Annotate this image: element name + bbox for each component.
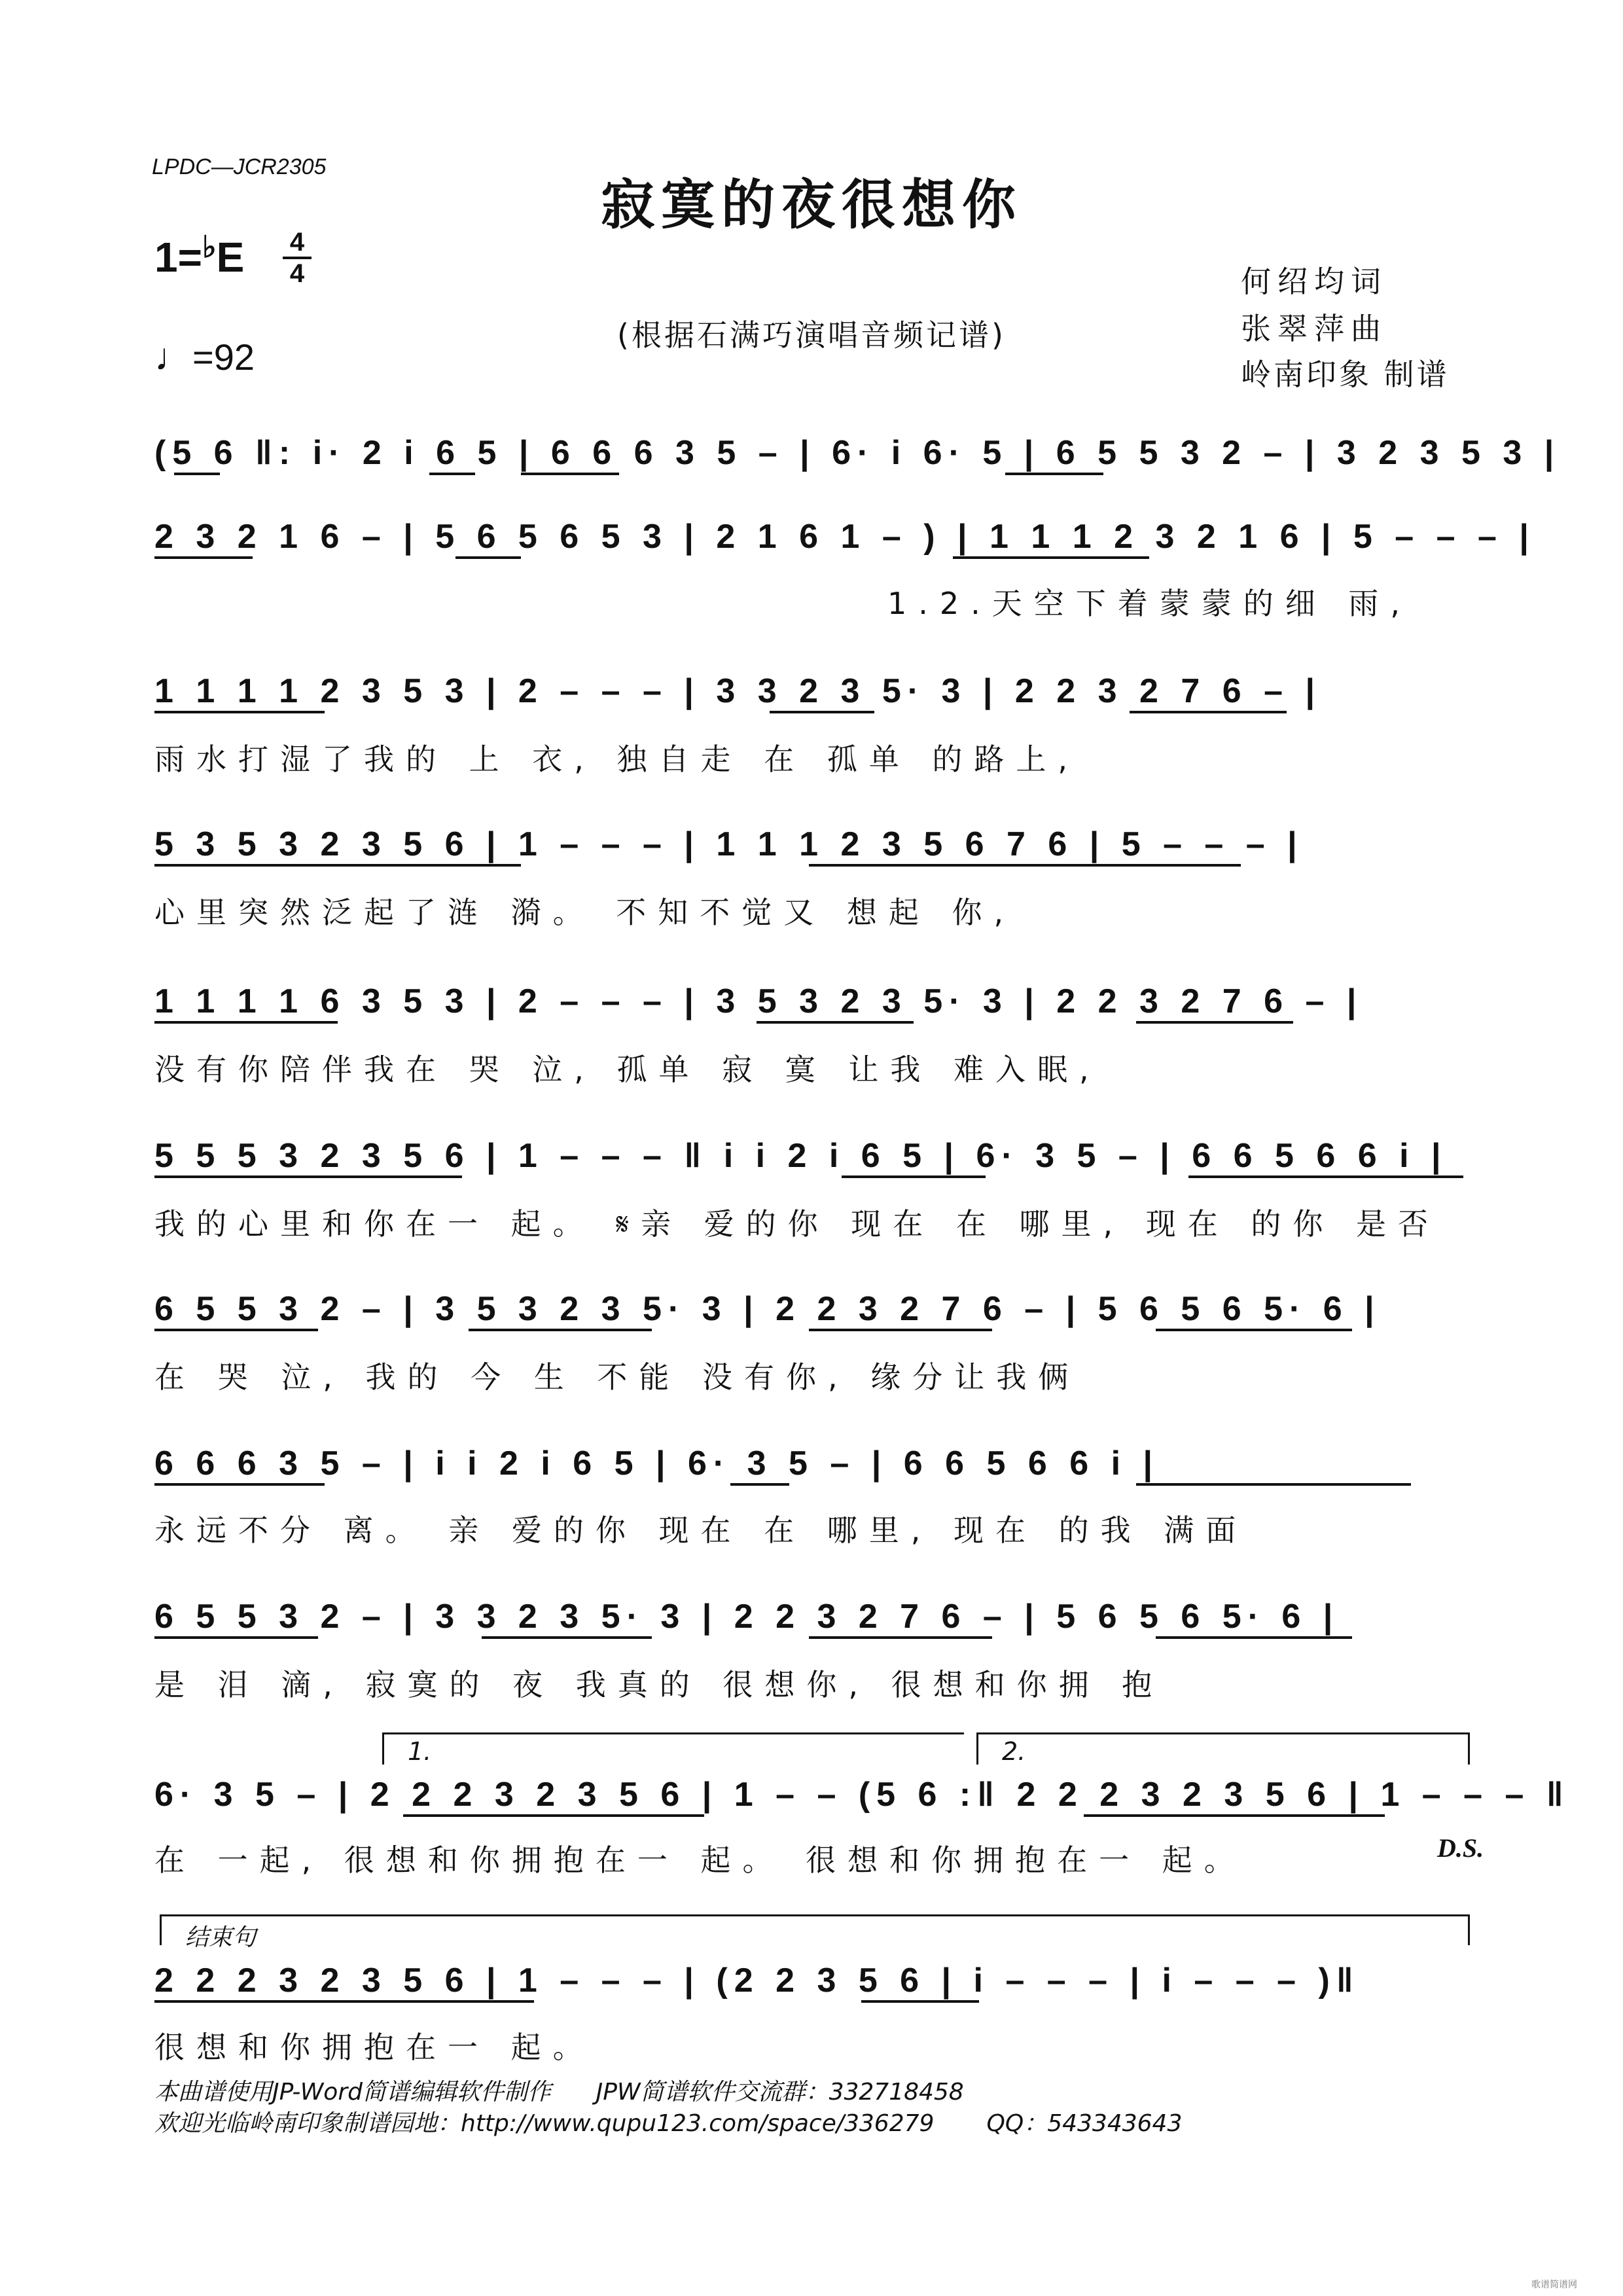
quarter-note-icon: ♩ (154, 336, 192, 378)
notation-line: 6 5 5 3 2 – | 3 5 3 2 3 5· 3 | 2 2 3 2 7 6 – | 5 6 5 6 5· 6 | (154, 1290, 1381, 1328)
lyric-line: 心里突然泛起了涟 漪。 不知不觉又 想起 你, (154, 895, 1016, 930)
staff-system (154, 511, 1535, 563)
notation-line: 1 1 1 1 6 3 5 3 | 2 – – – | 3 5 3 2 3 5· 3 | 2 2 3 2 7 6 – | (154, 982, 1363, 1020)
notation-line: 6 5 5 3 2 – | 3 3 2 3 5· 3 | 2 2 3 2 7 6 – | 5 6 5 6 5· 6 | (154, 1598, 1340, 1636)
meter-top: 4 (289, 228, 305, 257)
footer-website-note: 欢迎光临岭南印象制谱园地：http://www.qupu123.com/space/336279 QQ：543343643 (154, 2110, 1183, 2137)
song-title: 寂寞的夜很想你 (600, 173, 1022, 236)
lyric-line: 我的心里和你在一 起。 𝄋亲 爱的你 现在 在 哪里, 现在 的你 是否 (154, 1206, 1440, 1242)
staff-system (154, 1768, 1570, 1821)
arranger: 岭南印象 制谱 (1241, 357, 1450, 392)
lyric-line: 在 一起, 很想和你拥抱在一 起。 很想和你拥抱在一 起。 (154, 1842, 1246, 1878)
time-signature (283, 229, 312, 287)
staff-system (154, 665, 1470, 717)
dal-segno-mark: D.S. (1437, 1833, 1484, 1863)
watermark: 歌谱简谱网 (1531, 2280, 1577, 2290)
catalog-number: LPDC—JCR2305 (152, 154, 327, 179)
lyricist: 何绍均词 (1241, 264, 1387, 299)
key-signature (154, 230, 245, 281)
second-ending-label: 2. (1002, 1737, 1026, 1766)
notation-line: 1 1 1 1 2 3 5 3 | 2 – – – | 3 3 2 3 5· 3 | 2 2 3 2 7 6 – | (154, 672, 1322, 710)
notation-line: 6· 3 5 – | 2 2 2 3 2 3 5 6 | 1 – – (5 6 :‖ 2 2 2 3 2 3 5 6 | 1 – – – ‖ (154, 1776, 1570, 1814)
flat-icon: ♭ (202, 230, 217, 264)
tempo-value: =92 (192, 336, 255, 378)
key-prefix: 1= (154, 234, 202, 281)
notation-line: 2 2 2 3 2 3 5 6 | 1 – – – | (2 2 3 5 6 | i – – – | i – – – )‖ (154, 1962, 1360, 2000)
first-ending-bracket (382, 1732, 964, 1765)
staff-system (154, 1590, 1470, 1643)
composer: 张翠萍曲 (1241, 311, 1387, 346)
staff-system (154, 818, 1470, 870)
notation-line: 2 3 2 1 6 – | 5 6 5 6 5 3 | 2 1 6 1 – ) | 1 1 1 2 3 2 1 6 | 5 – – – | (154, 518, 1535, 556)
ending-phrase-label: 结束句 (185, 1924, 257, 1951)
staff-system (154, 1954, 1470, 2007)
staff-system (154, 1283, 1470, 1335)
meter-bottom: 4 (289, 259, 305, 288)
lyric-line: 很想和你拥抱在一 起。 (154, 2030, 595, 2065)
notation-line: (5 6 ‖: i· 2 i 6 5 | 6 6 6 3 5 – | 6· i 6· 5 | 6 5 5 3 2 – | 3 2 3 5 3 | (154, 434, 1561, 472)
footer-software-note: 本曲谱使用JP-Word简谱编辑软件制作 JPW简谱软件交流群：332718458 (154, 2079, 964, 2106)
notation-line: 5 5 5 3 2 3 5 6 | 1 – – – ‖ i i 2 i 6 5 | 6· 3 5 – | 6 6 5 6 6 i | (154, 1137, 1448, 1175)
subtitle: (根据石满巧演唱音频记谱) (617, 317, 1006, 353)
staff-system (154, 427, 1561, 479)
notation-line: 6 6 6 3 5 – | i i 2 i 6 5 | 6· 3 5 – | 6 6 5 6 6 i | (154, 1444, 1160, 1482)
key-letter: E (216, 234, 245, 281)
notation-line: 5 3 5 3 2 3 5 6 | 1 – – – | 1 1 1 2 3 5 6 7 6 | 5 – – – | (154, 825, 1304, 863)
staff-system (154, 1437, 1470, 1490)
second-ending-bracket (976, 1732, 1470, 1765)
lyric-line: 雨水打湿了我的 上 衣, 独自走 在 孤单 的路上, (154, 742, 1079, 777)
first-ending-label: 1. (408, 1737, 432, 1766)
staff-system (154, 975, 1470, 1028)
lyric-line: 是 泪 滴, 寂寞的 夜 我真的 很想你, 很想和你拥 抱 (154, 1667, 1164, 1702)
lyric-line: 在 哭 泣, 我的 今 生 不能 没有你, 缘分让我俩 (154, 1359, 1080, 1395)
lyric-line: 1.2.天空下着蒙蒙的细 雨, (887, 586, 1412, 621)
lyric-line: 没有你陪伴我在 哭 泣, 孤单 寂 寞 让我 难入眠, (154, 1052, 1101, 1087)
staff-system (154, 1130, 1470, 1182)
ending-phrase-bracket (160, 1914, 1470, 1951)
lyric-line: 永远不分 离。 亲 爱的你 现在 在 哪里, 现在 的我 满面 (154, 1513, 1248, 1548)
